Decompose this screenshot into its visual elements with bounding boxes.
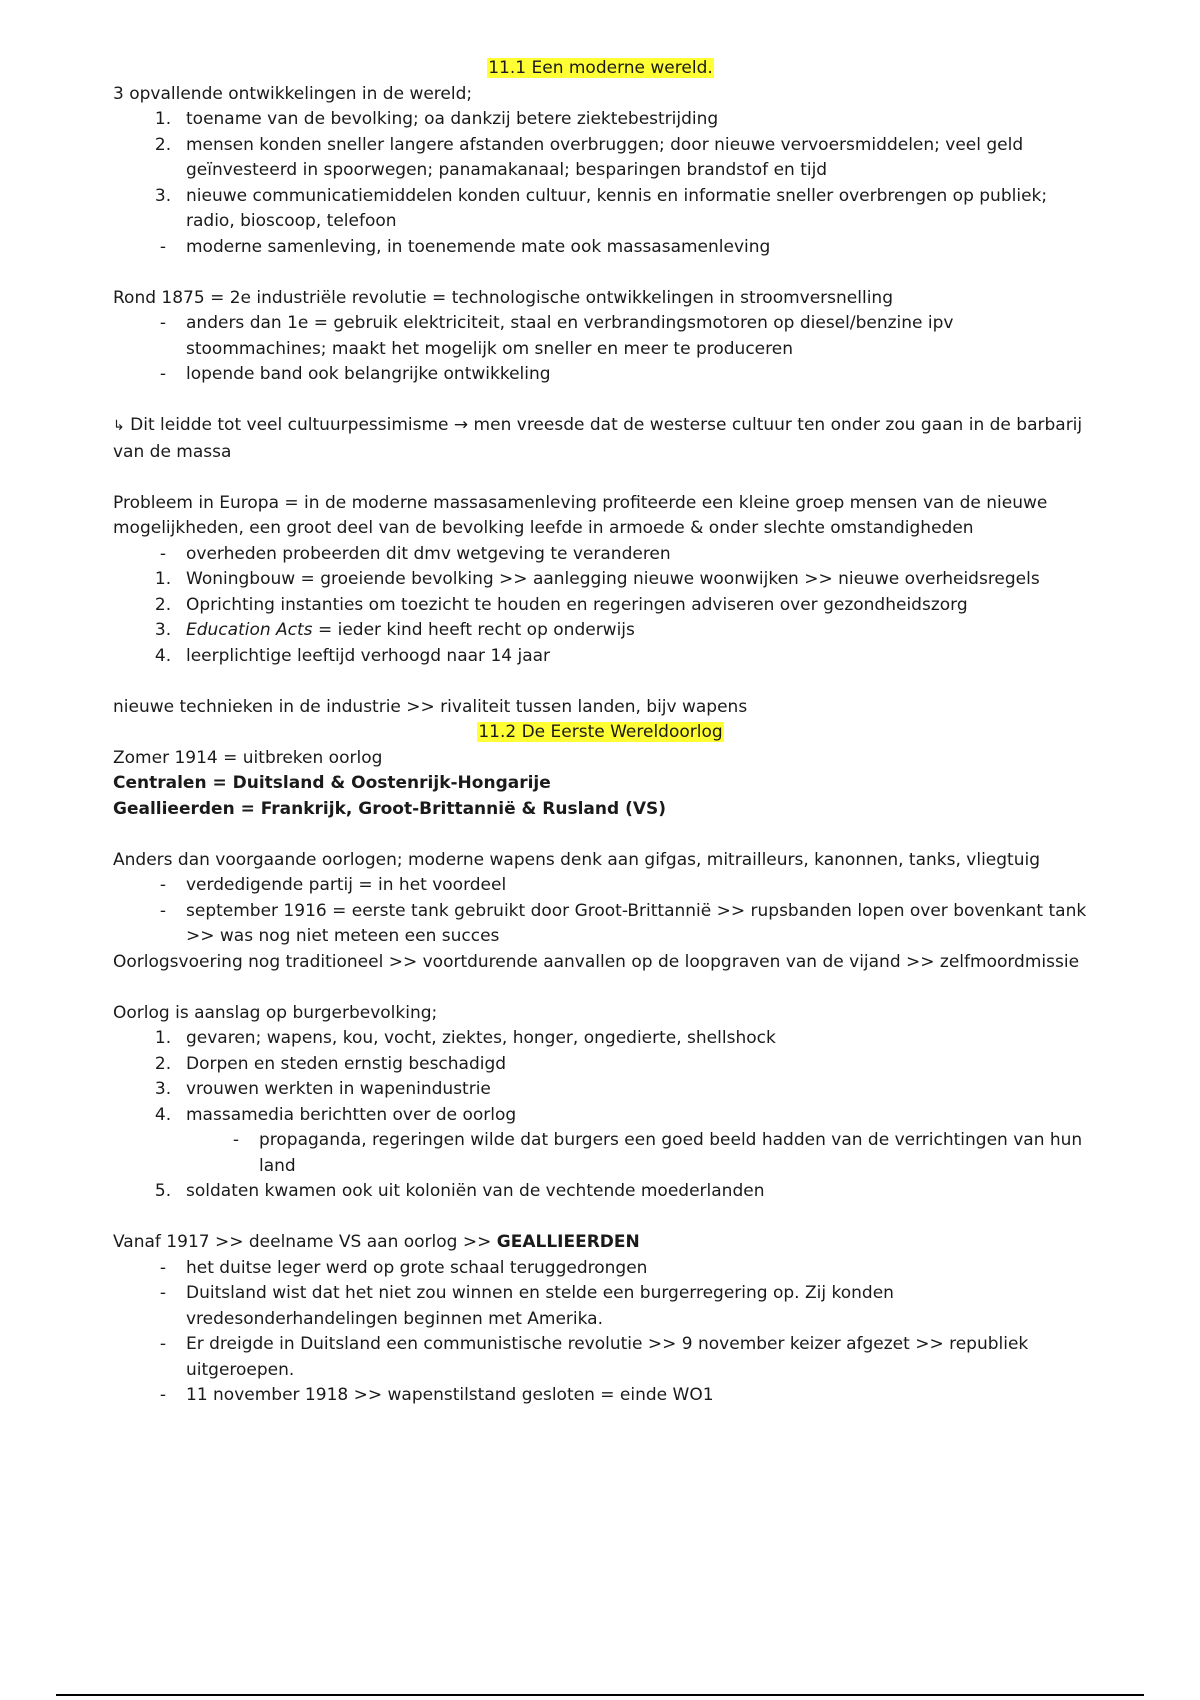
list-item: 4. massamedia berichtten over de oorlog (154, 1104, 517, 1125)
list-item: 3. Education Acts = ieder kind heeft recht op onderwijs (154, 620, 635, 640)
document-page (113, 56, 1088, 1409)
footer-divider (56, 1694, 1144, 1696)
return-arrow-icon: ↳ (113, 418, 125, 434)
paragraph: Probleem in Europa = in de moderne massasamenleving profiteerde een kleine groep mensen van de nieuwe mogelijkheden, een groot deel van de bevolking leefde in armoede & onder slechte omstandigheden (113, 492, 1048, 538)
paragraph-bold: Geallieerden = Frankrijk, Groot-Brittannië & Rusland (VS) (113, 798, 667, 819)
list-item: 2. mensen konden sneller langere afstanden overbruggen; door nieuwe vervoersmiddelen; veel geld geïnvesteerd in spoorwegen; panamakanaal; besparingen brandstof en tijd (154, 134, 1024, 180)
spacer (113, 975, 1088, 1001)
spacer (113, 465, 1088, 491)
paragraph: Anders dan voorgaande oorlogen; moderne wapens denk aan gifgas, mitrailleurs, kanonnen, tanks, vliegtuig (113, 849, 1040, 870)
section-heading (113, 56, 1088, 82)
section-heading (113, 720, 1088, 746)
list-item: 2. Dorpen en steden ernstig beschadigd (154, 1053, 507, 1074)
paragraph: ↳ Dit leidde tot veel cultuurpessimisme → men vreesde dat de westerse cultuur ten onder zou gaan in de barbarij van de massa (113, 415, 1083, 462)
paragraph-bold: Centralen = Duitsland & Oostenrijk-Hongarije (113, 773, 551, 793)
spacer (113, 388, 1088, 414)
spacer (113, 260, 1088, 286)
paragraph: Vanaf 1917 >> deelname VS aan oorlog >> GEALLIEERDEN (113, 1232, 640, 1252)
list-item: 5. soldaten kwamen ook uit koloniën van de vechtende moederlanden (154, 1181, 765, 1201)
list-item: 2. Oprichting instanties om toezicht te houden en regeringen adviseren over gezondheidszorg (154, 594, 968, 615)
spacer (113, 1205, 1088, 1231)
list-item: - anders dan 1e = gebruik elektriciteit, staal en verbrandingsmotoren op diesel/benzine ipv stoommachines; maakt het mogelijk om sneller en meer te produceren (159, 313, 954, 359)
list-item: 4. leerplichtige leeftijd verhoogd naar 14 jaar (154, 645, 551, 666)
list-item: 3. vrouwen werkten in wapenindustrie (154, 1079, 491, 1099)
heading-highlight: 11.1 Een moderne wereld. (488, 58, 713, 78)
sub-list-item: - propaganda, regeringen wilde dat burgers een goed beeld hadden van de verrichtingen van hun land (232, 1130, 1083, 1176)
paragraph: nieuwe technieken in de industrie >> rivaliteit tussen landen, bijv wapens (113, 696, 748, 717)
list-item: - september 1916 = eerste tank gebruikt door Groot-Brittannië >> rupsbanden lopen over bovenkant tank >> was nog niet meteen een succes (159, 900, 1087, 946)
list-item: - moderne samenleving, in toenemende mate ook massasamenleving (159, 236, 771, 257)
spacer (113, 669, 1088, 695)
list-item: 1. gevaren; wapens, kou, vocht, ziektes, honger, ongedierte, shellshock (154, 1028, 776, 1048)
list-item: 3. nieuwe communicatiemiddelen konden cultuur, kennis en informatie sneller overbrengen op publiek; radio, bioscoop, telefoon (154, 185, 1048, 231)
paragraph: Rond 1875 = 2e industriële revolutie = technologische ontwikkelingen in stroomversnelling (113, 287, 893, 308)
paragraph: Oorlog is aanslag op burgerbevolking; (113, 1002, 438, 1023)
paragraph: Zomer 1914 = uitbreken oorlog (113, 747, 383, 768)
list-item: - Duitsland wist dat het niet zou winnen en stelde een burgerregering op. Zij konden vredesonderhandelingen beginnen met Amerika. (159, 1283, 894, 1329)
list-item: - lopende band ook belangrijke ontwikkeling (159, 364, 551, 384)
list-item: - 11 november 1918 >> wapenstilstand gesloten = einde WO1 (159, 1385, 714, 1405)
list-item: - verdedigende partij = in het voordeel (159, 875, 507, 895)
heading-highlight: 11.2 De Eerste Wereldoorlog (478, 722, 723, 742)
spacer (113, 822, 1088, 848)
list-item: 1. toename van de bevolking; oa dankzij betere ziektebestrijding (154, 109, 719, 129)
list-item: - Er dreigde in Duitsland een communistische revolutie >> 9 november keizer afgezet >> republiek uitgeroepen. (159, 1334, 1029, 1380)
list-item: - overheden probeerden dit dmv wetgeving te veranderen (159, 543, 671, 564)
list-item: - het duitse leger werd op grote schaal teruggedrongen (159, 1257, 648, 1278)
list-item: 1. Woningbouw = groeiende bevolking >> aanlegging nieuwe woonwijken >> nieuwe overheidsregels (154, 569, 1040, 589)
paragraph: 3 opvallende ontwikkelingen in de wereld; (113, 83, 473, 104)
paragraph: Oorlogsvoering nog traditioneel >> voortdurende aanvallen op de loopgraven van de vijand >> zelfmoordmissie (113, 951, 1080, 972)
